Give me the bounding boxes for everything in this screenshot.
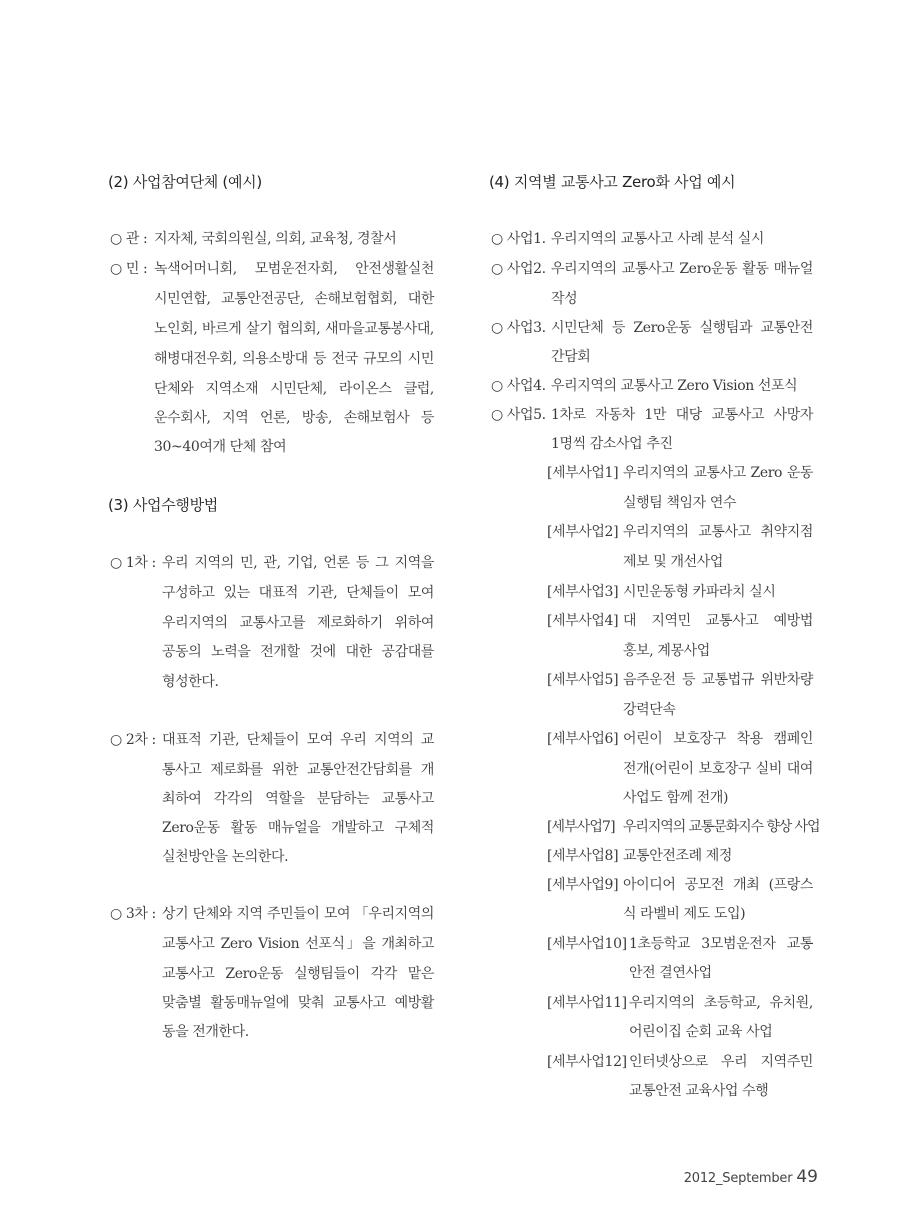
- civ-line: 30~40여개 단체 참여: [154, 439, 287, 455]
- sub-project-line: 어린이집 순회 교육 사업: [629, 1024, 773, 1040]
- step-1-line: 공동의 노력을 전개할 것에 대한 공감대를: [162, 644, 434, 660]
- project-prefix: ○ 사업4.: [491, 378, 546, 394]
- project-prefix: ○ 사업2.: [491, 261, 546, 277]
- sub-project-line: 식 라벨비 제도 도입): [623, 906, 746, 922]
- civ-line: 해병대전우회, 의용소방대 등 전국 규모의 시민: [154, 351, 434, 367]
- step-2-line: 실천방안을 논의한다.: [162, 849, 289, 865]
- sub-project-label: [세부사업1]: [547, 465, 619, 481]
- civ-prefix: ○ 민 :: [110, 261, 148, 277]
- project-line: 우리지역의 교통사고 Zero Vision 선포식: [551, 378, 798, 394]
- sub-project-label: [세부사업9]: [547, 877, 619, 893]
- sub-project-line: 1초등학교 3모범운전자 교통: [629, 936, 813, 952]
- step-2-line: 통사고 제로화를 위한 교통안전간담회를 개: [162, 762, 434, 778]
- project-line: 시민단체 등 Zero운동 실행팀과 교통안전: [551, 320, 813, 336]
- project-prefix: ○ 사업5.: [491, 407, 546, 423]
- sub-project-line: 제보 및 개선사업: [623, 554, 723, 570]
- step-3-line: 동을 전개한다.: [162, 1024, 249, 1040]
- step-1-line: 형성한다.: [162, 674, 219, 690]
- sub-project-line: 시민운동형 카파라치 실시: [623, 584, 776, 600]
- step-3-line: 상기 단체와 지역 주민들이 모여 「우리지역의: [162, 906, 434, 922]
- sub-project-line: 강력단속: [623, 702, 676, 718]
- sub-project-line: 어린이 보호장구 착용 캠페인: [623, 731, 813, 747]
- project-line: 우리지역의 교통사고 Zero운동 활동 매뉴얼: [551, 261, 813, 277]
- sub-project-line: 인터넷상으로 우리 지역주민: [629, 1054, 813, 1070]
- sub-project-label: [세부사업5]: [547, 672, 619, 688]
- sub-project-line: 우리지역의 교통사고 Zero 운동: [623, 465, 813, 481]
- section-3-heading: (3) 사업수행방법: [108, 496, 218, 514]
- sub-project-label: [세부사업7]: [547, 819, 615, 835]
- civ-line: 시민연합, 교통안전공단, 손해보험협회, 대한: [154, 291, 434, 307]
- step-2-line: Zero운동 활동 매뉴얼을 개발하고 구체적: [162, 820, 434, 836]
- sub-project-line: 홍보, 계몽사업: [623, 643, 710, 659]
- sub-project-line: 교통안전 교육사업 수행: [629, 1083, 769, 1099]
- sub-project-line: 실행팀 책임자 연수: [623, 495, 737, 511]
- step-2-line: 최하여 각각의 역할을 분담하는 교통사고: [162, 791, 434, 807]
- project-line: 1명씩 감소사업 추진: [551, 436, 673, 452]
- gov-text: 지자체, 국회의원실, 의회, 교육청, 경찰서: [154, 231, 397, 247]
- sub-project-line: 우리지역의 초등학교, 유치원,: [629, 995, 813, 1011]
- section-2-heading: (2) 사업참여단체 (예시): [108, 173, 262, 191]
- project-line: 우리지역의 교통사고 사례 분석 실시: [551, 231, 765, 247]
- project-line: 간담회: [551, 349, 591, 365]
- page-number: 49: [796, 1167, 818, 1187]
- civ-line: 단체와 지역소재 시민단체, 라이온스 클럽,: [154, 381, 434, 397]
- sub-project-line: 음주운전 등 교통법규 위반차량: [623, 672, 813, 688]
- project-prefix: ○ 사업1.: [491, 231, 546, 247]
- page-footer: [684, 1167, 818, 1187]
- sub-project-label: [세부사업10]: [547, 936, 627, 952]
- step-1-line: 우리 지역의 민, 관, 기업, 언론 등 그 지역을: [162, 555, 434, 571]
- sub-project-line: 전개(어린이 보호장구 실비 대여: [623, 761, 813, 777]
- sub-project-line: 우리지역의 교통사고 취약지점: [623, 524, 813, 540]
- civ-line: 녹색어머니회, 모범운전자회, 안전생활실천: [154, 261, 434, 277]
- sub-project-label: [세부사업12]: [547, 1054, 627, 1070]
- sub-project-label: [세부사업11]: [547, 995, 627, 1011]
- sub-project-line: 우리지역의 교통문화지수 향상 사업: [623, 819, 820, 835]
- section-4-heading: (4) 지역별 교통사고 Zero화 사업 예시: [489, 173, 736, 191]
- step-3-line: 교통사고 Zero Vision 선포식」을 개최하고: [162, 936, 434, 952]
- sub-project-label: [세부사업2]: [547, 524, 619, 540]
- civ-line: 운수회사, 지역 언론, 방송, 손해보험사 등: [154, 410, 434, 426]
- step-1-prefix: ○ 1차 :: [110, 555, 156, 571]
- project-prefix: ○ 사업3.: [491, 320, 546, 336]
- step-3-line: 교통사고 Zero운동 실행팀들이 각각 맡은: [162, 966, 434, 982]
- civ-line: 노인회, 바르게 살기 협의회, 새마을교통봉사대,: [154, 321, 434, 337]
- sub-project-label: [세부사업4]: [547, 613, 619, 629]
- step-3-line: 맞춤별 활동매뉴얼에 맞춰 교통사고 예방활: [162, 995, 434, 1011]
- step-1-line: 우리지역의 교통사고를 제로화하기 위하여: [162, 615, 434, 631]
- sub-project-line: 사업도 함께 전개): [623, 790, 729, 806]
- project-line: 작성: [551, 291, 578, 307]
- sub-project-line: 교통안전조례 제정: [623, 848, 733, 864]
- step-2-prefix: ○ 2차 :: [110, 732, 156, 748]
- step-2-line: 대표적 기관, 단체들이 모여 우리 지역의 교: [162, 732, 434, 748]
- sub-project-line: 대 지역민 교통사고 예방법: [623, 613, 813, 629]
- sub-project-line: 아이디어 공모전 개최 (프랑스: [623, 877, 813, 893]
- project-line: 1차로 자동차 1만 대당 교통사고 사망자: [551, 407, 813, 423]
- sub-project-label: [세부사업8]: [547, 848, 619, 864]
- sub-project-label: [세부사업3]: [547, 584, 619, 600]
- step-1-line: 구성하고 있는 대표적 기관, 단체들이 모여: [162, 585, 434, 601]
- issue-date: 2012_September: [683, 1171, 793, 1186]
- gov-prefix: ○ 관 :: [110, 231, 148, 247]
- step-3-prefix: ○ 3차 :: [110, 906, 156, 922]
- sub-project-line: 안전 결연사업: [629, 965, 712, 981]
- sub-project-label: [세부사업6]: [547, 731, 619, 747]
